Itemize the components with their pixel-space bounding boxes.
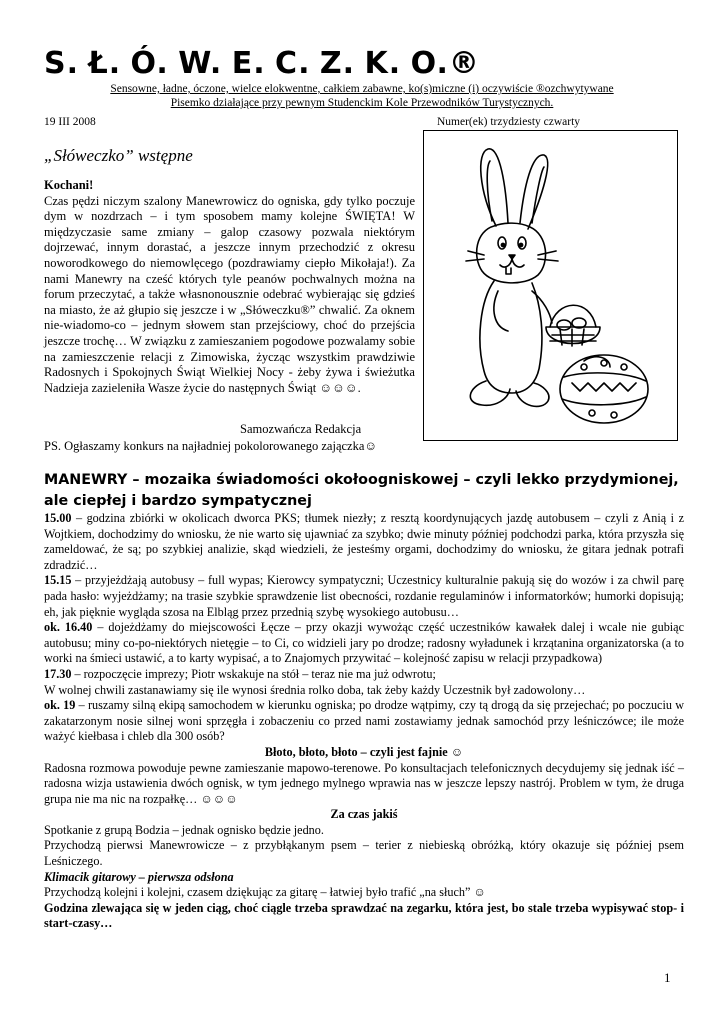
report-paragraph: Radosna rozmowa powoduje pewne zamieszanie mapowo-terenowe. Po konsultacjach telefonicznych decydujemy się jednak iść – radosna wizja ustawienia dwóch ognisk, w tym jednego mylnego wprawia nas w jeszcze lepszy nastrój. Problem w tym, że druga grupa nie ma nic na rozpałkę… ☺☺☺	[44, 760, 684, 806]
report-paragraph: Spotkanie z grupą Bodzia – jednak ognisko będzie jedno.	[44, 822, 324, 837]
entry-time: 15.00	[44, 511, 72, 525]
entry-text: – dojeżdżamy do miejscowości Łęcze – przy okazji wywożąc część uczestników kawałek dalej i wcale nie gubiąc autobusu; miny co-po-niektórych nietęgie – to Ci, co widzieli jary po drodze; radosny wyładunek i krzątanina organizatorska (a to worki na śmieci ustawić, a to karty wypisać, a to Znajomych przywitać – kolejność zapisu w relacji przypadkowa)	[44, 620, 684, 666]
report-entry	[44, 620, 684, 667]
entry-text: – godzina zbiórki w okolicach dworca PKS; tłumek niezły; z resztą koordynujących jazdę autobusem – czyli z Anią i z Wojtkiem, dochodzimy do wniosku, że nie warto się ujawniać za szybko; dwie minuty później podchodzi parka, która przyszła się zameldować, że są; po szybkiej analizie, skąd wiedzieli, że jesteśmy orgami, dochodzimy do wniosku, że gitara jednak potrafi zdradzić…	[44, 511, 684, 572]
report-entry	[44, 573, 684, 620]
manewry-heading: MANEWRY – mozaika świadomości okołoogniskowej – czyli lekko przydymionej, ale ciepłej i bardzo sympatycznej	[44, 472, 679, 509]
intro-greeting: Kochani!	[44, 178, 94, 192]
report-paragraph-bold: Godzina zlewająca się w jeden ciąg, choć ciągle trzeba sprawdzać na zegarku, która jest, bo stale trzeba wypisywać stop- i start-czasy…	[44, 900, 684, 931]
report-entry	[44, 698, 684, 745]
entry-time: 15.15	[44, 573, 72, 588]
entry-text: – rozpoczęcie imprezy; Piotr wskakuje na stół – teraz nie ma już odwrotu;	[71, 666, 436, 681]
report-entry	[44, 667, 684, 683]
subtitle-line-1: Sensowne, ładne, óczone, wielce elokwentne, całkiem zabawne, ko(s)miczne (i) oczywiście ®ozchwytywane	[110, 83, 614, 95]
intro-paragraph: Czas pędzi niczym szalony Manewrowicz do ogniska, gdy tylko poczuje dym w nozdrzach – i tym sposobem mamy kolejne ŚWIĘTA! W międzyczasie same zmiany – galop czasowy pozwala niektórym dojrzewać, innym dorastać, a jeszcze innym przechodzić z okresu noworodkowego do niemowlęcego (pozdrawiamy ciepło Mikołaja!). Za nami Manewry na cześć których tyle peanów pochwalnych można na forum przeczytać, a także własnonousznie odebrać wybierając się gdzieś na miasto, że aż głupio się jeszcze i w „Słóweczku®” chwalić. Za oknem nie-wiadomo-co – jednym słowem stan przejściowy, choć do przejścia jeszcze trochę… W związku z zamieszaniem pogodowe pozwalamy sobie na zamieszczenie relacji z Zimowiska, życząc wszystkim prawdziwie Radosnych i Spokojnych Świąt Wielkiej Nocy - żeby żywa i świeżutka Nadzieja zazieleniła Wasze życie do następnych Świąt ☺☺☺.	[44, 193, 415, 395]
report-paragraph: W wolnej chwili zastanawiamy się ile wynosi średnia rolko doba, tak żeby każdy Uczestnik był zadowolony…	[44, 682, 586, 697]
entry-time: ok. 19	[44, 698, 76, 713]
page-number: 1	[664, 970, 671, 985]
entry-time: 17.30	[44, 666, 72, 681]
subheading-bloto: Błoto, błoto, błoto – czyli jest fajnie ☺	[264, 744, 464, 759]
manewry-report	[44, 511, 684, 932]
newsletter-title: S. Ł. Ó. W. E. C. Z. K. O.®	[44, 46, 480, 81]
entry-text: – ruszamy silną ekipą samochodem w kierunku ogniska; po drodze wątpimy, czy tą drogą da się przejechać; po poczuciu w zakatarzonym nosie silnej woni sprzęgła i zobaczeniu co przed nami zostawiamy jednak samochód przy leśniczówce; ile może ważyć kiełbasa i chleb dla 300 osób?	[44, 698, 684, 744]
report-paragraph: Przychodzą kolejni i kolejni, czasem dziękując za gitarę – łatwiej było trafić „na słuch” ☺	[44, 885, 486, 900]
easter-bunny-illustration	[423, 130, 678, 441]
entry-text: – przyjeżdżają autobusy – full wypas; Kierowcy sympatyczni; Uczestnicy kulturalnie pakują się do wozów i za chwil parę pada hasło: wyjeżdżamy; na trasie szybkie sprawdzenie list obecności, rozdanie regulaminów i informatorków; humorki dopisują; eh, jak pięknie wygląda szosa na Elbląg przez przednią szybę wysokiego autobusu…	[44, 573, 684, 619]
entry-time: ok. 16.40	[44, 620, 93, 635]
intro-signature: Samozwańcza Redakcja	[240, 422, 362, 436]
issue-number: Numer(ek) trzydziesty czwarty	[437, 116, 581, 128]
subtitle-line-2: Pisemko działające przy pewnym Studenckim Kole Przewodników Turystycznych.	[170, 97, 554, 109]
report-entry	[44, 511, 684, 573]
intro-text-block	[44, 178, 415, 396]
subheading-klimacik: Klimacik gitarowy – pierwsza odsłona	[44, 869, 234, 884]
subheading-za-czas: Za czas jakiś	[330, 807, 398, 822]
report-paragraph: Przychodzą pierwsi Manewrowicze – z przybłąkanym psem – terier z niebieską obróżką, który okazuje się później psem Leśniczego.	[44, 838, 684, 869]
intro-title: „Słóweczko” wstępne	[44, 146, 193, 165]
intro-ps: PS. Ogłaszamy konkurs na najładniej pokolorowanego zajączka☺	[44, 439, 378, 453]
issue-date: 19 III 2008	[44, 116, 96, 128]
